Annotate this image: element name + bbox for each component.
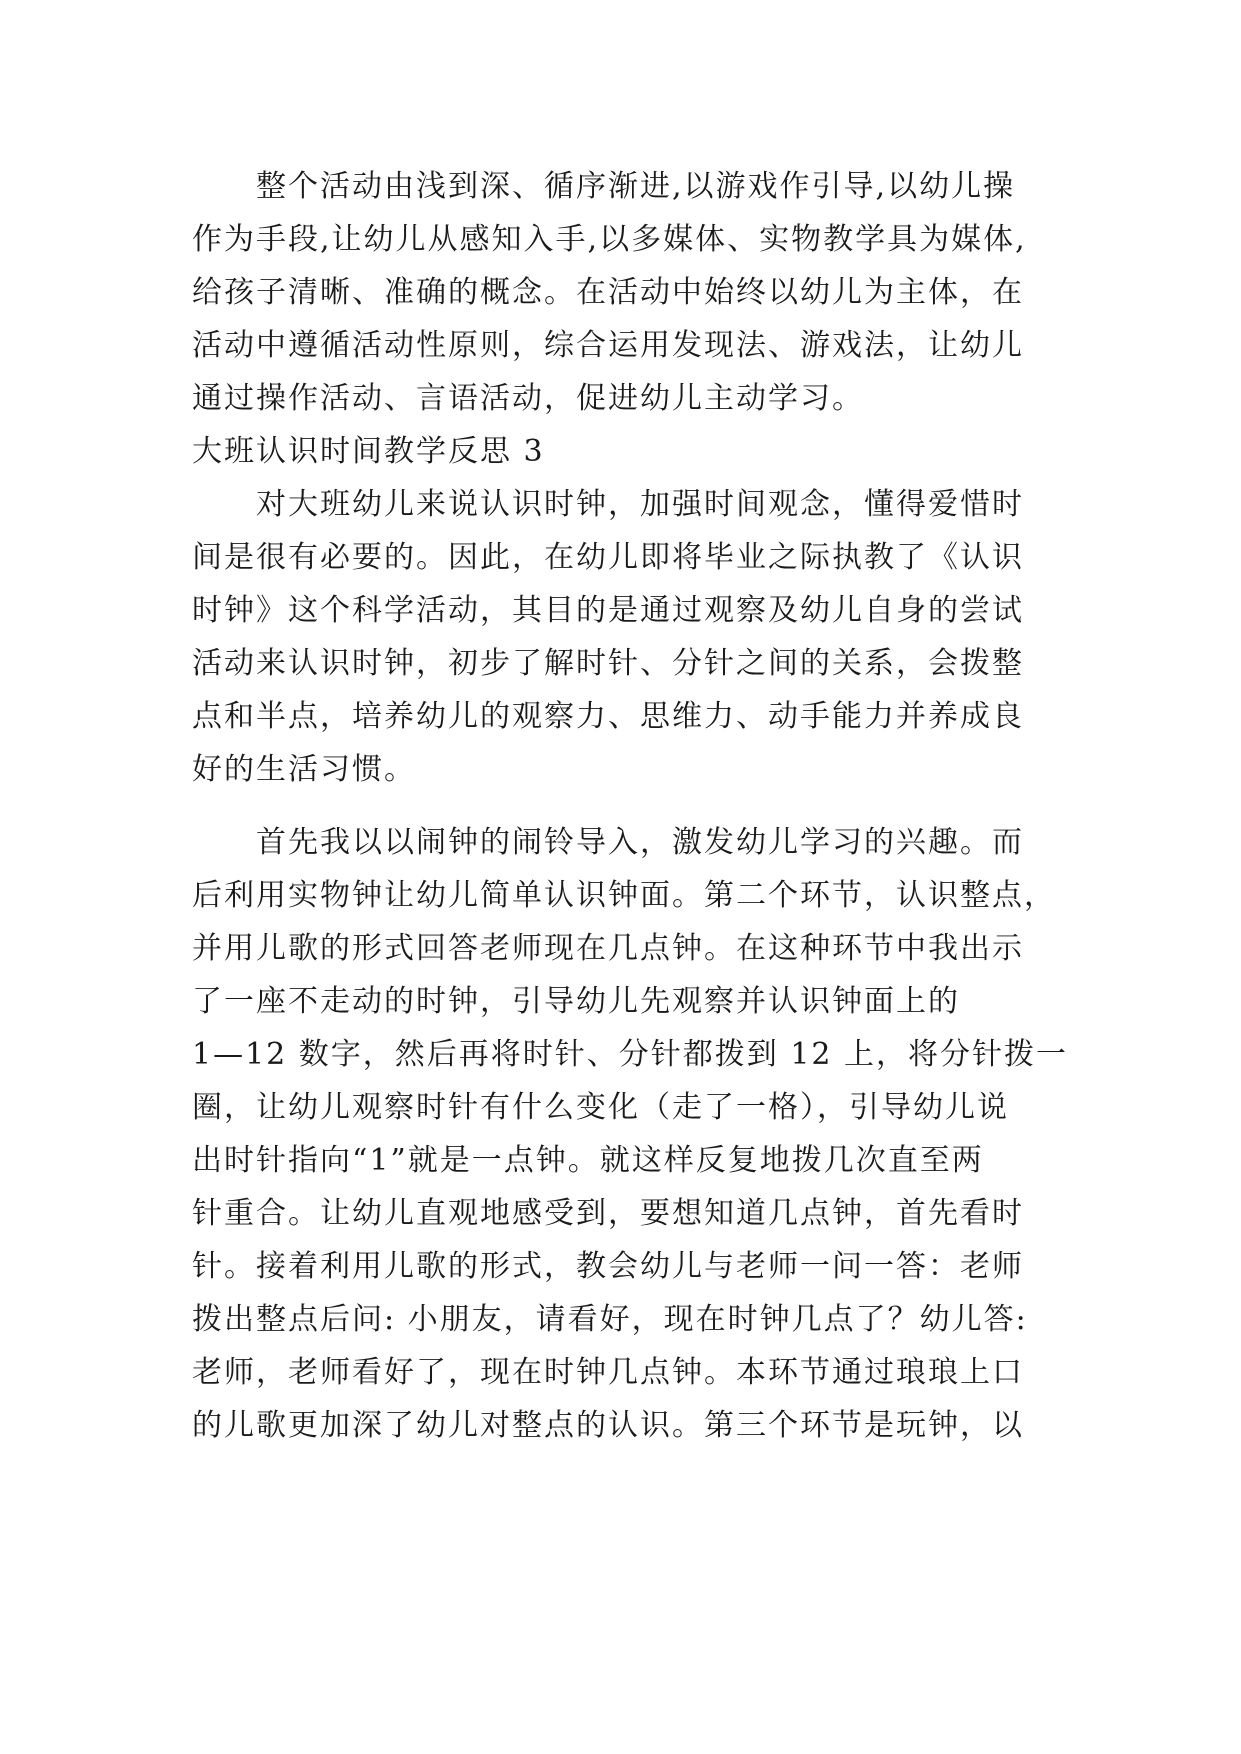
paragraph-line: 拨出整点后问: 小朋友，请看好，现在时钟几点了？幼儿答: (192, 1302, 1028, 1337)
paragraph-spacer (192, 796, 1047, 816)
paragraph-line: 首先我以以闹钟的闹铃导入，激发幼儿学习的兴趣。而 (256, 825, 1024, 860)
paragraph-line: 1—12 数字，然后再将时针、分针都拨到 12 上，将分针拨一 (192, 1037, 1069, 1072)
paragraph-line: 针重合。让幼儿直观地感受到，要想知道几点钟，首先看时 (192, 1196, 1024, 1231)
paragraph-line: 对大班幼儿来说认识时钟，加强时间观念，懂得爱惜时 (256, 487, 1024, 522)
paragraph-line: 点和半点，培养幼儿的观察力、思维力、动手能力并养成良 (192, 699, 1024, 734)
paragraph-line: 给孩子清晰、准确的概念。在活动中始终以幼儿为主体，在 (192, 275, 1024, 310)
paragraph-line: 了一座不走动的时钟，引导幼儿先观察并认识钟面上的 (192, 984, 960, 1019)
paragraph-line: 出时针指向“1”就是一点钟。就这样反复地拨几次直至两 (192, 1143, 984, 1178)
paragraph-line: 间是很有必要的。因此，在幼儿即将毕业之际执教了《认识 (192, 540, 1024, 575)
paragraph-line: 活动中遵循活动性原则，综合运用发现法、游戏法，让幼儿 (192, 328, 1024, 363)
paragraph-line: 的儿歌更加深了幼儿对整点的认识。第三个环节是玩钟，以 (192, 1408, 1024, 1443)
paragraph-line: 老师，老师看好了，现在时钟几点钟。本环节通过琅琅上口 (192, 1355, 1024, 1390)
paragraph-line: 后利用实物钟让幼儿简单认识钟面。第二个环节，认识整点， (192, 878, 1056, 913)
paragraph-introduction (192, 478, 1047, 796)
paragraph-line: 整个活动由浅到深、循序渐进,以游戏作引导,以幼儿操 (256, 169, 1016, 204)
paragraph-line: 活动来认识时钟，初步了解时针、分针之间的关系，会拨整 (192, 646, 1024, 681)
paragraph-process (192, 816, 1069, 1452)
paragraph-line: 作为手段,让幼儿从感知入手,以多媒体、实物教学具为媒体, (192, 222, 1027, 257)
paragraph-line: 并用儿歌的形式回答老师现在几点钟。在这种环节中我出示 (192, 931, 1024, 966)
paragraph-line: 圈，让幼儿观察时针有什么变化（走了一格），引导幼儿说 (192, 1090, 1009, 1125)
section-heading: 大班认识时间教学反思 3 (192, 434, 545, 469)
paragraph-line: 针。接着利用儿歌的形式，教会幼儿与老师一问一答：老师 (192, 1249, 1024, 1284)
document-body (192, 160, 1069, 1452)
paragraph-activity-summary (192, 160, 1047, 425)
paragraph-line: 好的生活习惯。 (192, 752, 416, 787)
paragraph-line: 通过操作活动、言语活动，促进幼儿主动学习。 (192, 381, 864, 416)
paragraph-line: 时钟》这个科学活动，其目的是通过观察及幼儿自身的尝试 (192, 593, 1024, 628)
